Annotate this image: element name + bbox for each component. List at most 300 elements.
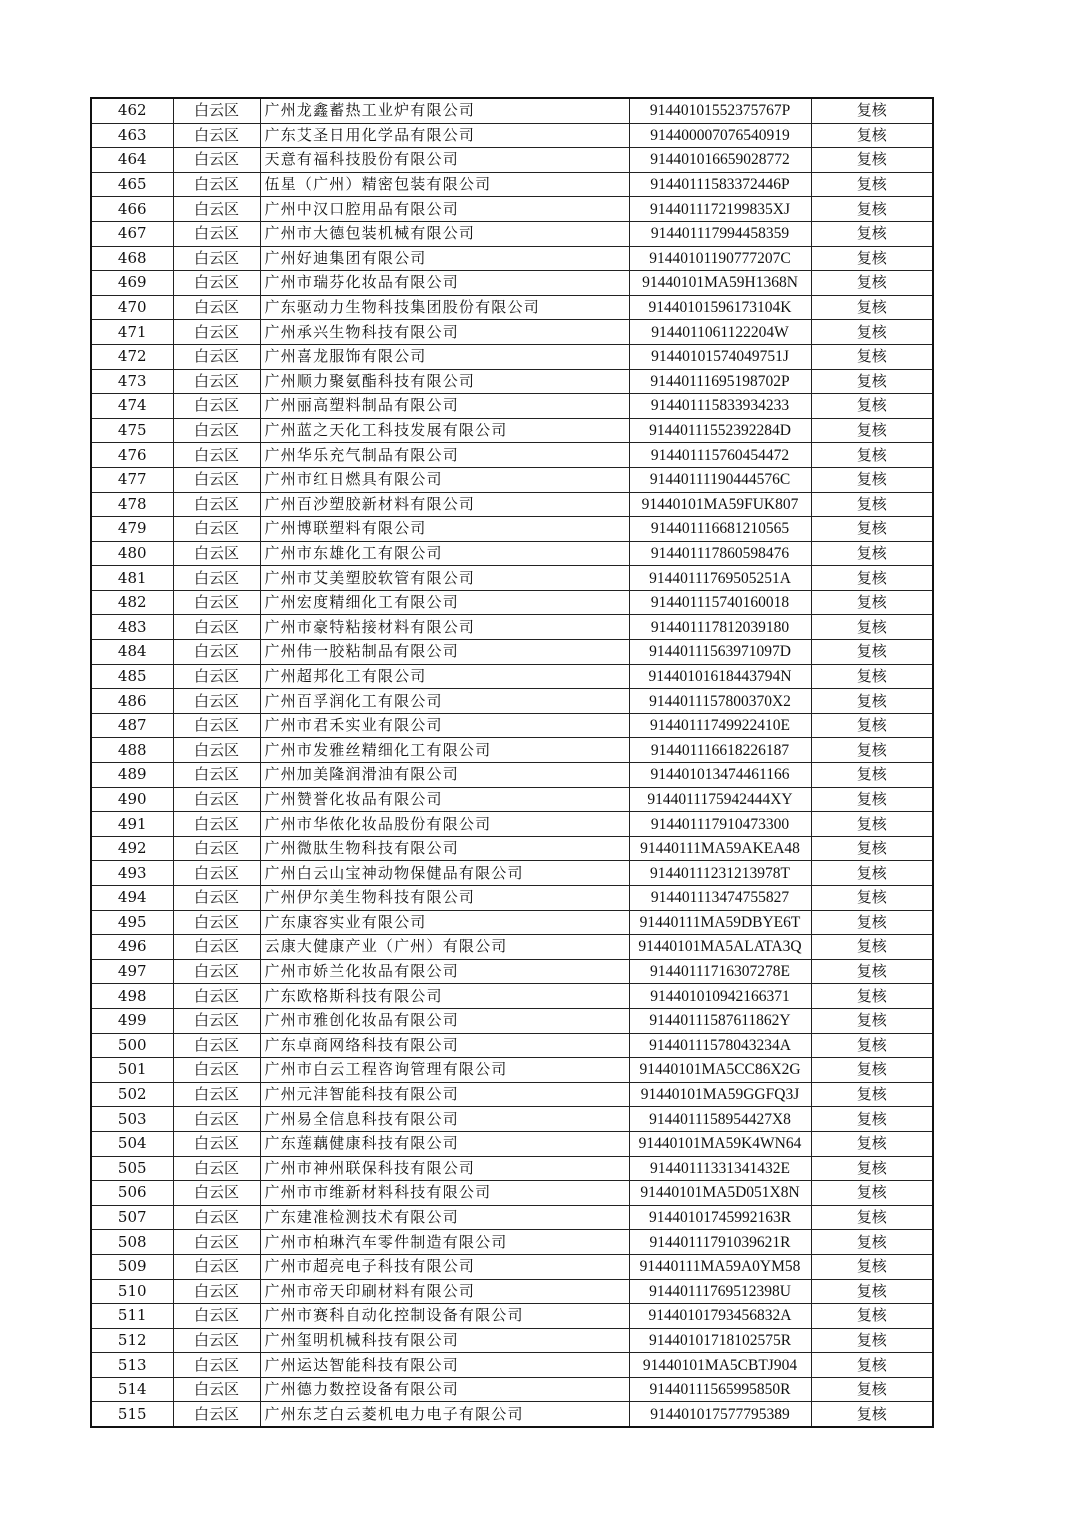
district-cell: 白云区: [173, 664, 260, 689]
company-name-cell: 广东建准检测技术有限公司: [260, 1205, 629, 1230]
row-number-cell: 515: [91, 1402, 173, 1427]
status-cell: 复核: [811, 1254, 933, 1279]
row-number-cell: 481: [91, 566, 173, 591]
status-cell: 复核: [811, 664, 933, 689]
company-name-cell: 伍星（广州）精密包装有限公司: [260, 172, 629, 197]
row-number-cell: 505: [91, 1156, 173, 1181]
status-cell: 复核: [811, 98, 933, 123]
district-cell: 白云区: [173, 1304, 260, 1329]
credit-code-cell: 91440111MA59AKEA48: [629, 836, 811, 861]
status-cell: 复核: [811, 959, 933, 984]
credit-code-cell: 914401115740160018: [629, 590, 811, 615]
credit-code-cell: 91440101MA59GGFQ3J: [629, 1082, 811, 1107]
row-number-cell: 491: [91, 812, 173, 837]
company-name-cell: 广州市雅创化妆品有限公司: [260, 1008, 629, 1033]
status-cell: 复核: [811, 935, 933, 960]
company-name-cell: 广州白云山宝神动物保健品有限公司: [260, 861, 629, 886]
district-cell: 白云区: [173, 738, 260, 763]
credit-code-cell: 91440111578043234A: [629, 1033, 811, 1058]
credit-code-cell: 9144011172199835XJ: [629, 197, 811, 222]
row-number-cell: 474: [91, 394, 173, 419]
company-name-cell: 广州中汉口腔用品有限公司: [260, 197, 629, 222]
company-name-cell: 广州百沙塑胶新材料有限公司: [260, 492, 629, 517]
district-cell: 白云区: [173, 640, 260, 665]
district-cell: 白云区: [173, 517, 260, 542]
row-number-cell: 489: [91, 763, 173, 788]
status-cell: 复核: [811, 910, 933, 935]
row-number-cell: 478: [91, 492, 173, 517]
table-row: [91, 1181, 933, 1206]
company-name-cell: 广州加美隆润滑油有限公司: [260, 763, 629, 788]
table-row: [91, 1058, 933, 1083]
row-number-cell: 487: [91, 713, 173, 738]
table-row: [91, 344, 933, 369]
district-cell: 白云区: [173, 295, 260, 320]
company-name-cell: 广州伊尔美生物科技有限公司: [260, 886, 629, 911]
company-name-cell: 广州市市维新材料科技有限公司: [260, 1181, 629, 1206]
district-cell: 白云区: [173, 1279, 260, 1304]
status-cell: 复核: [811, 763, 933, 788]
status-cell: 复核: [811, 418, 933, 443]
company-name-cell: 广州博联塑料有限公司: [260, 517, 629, 542]
district-cell: 白云区: [173, 590, 260, 615]
status-cell: 复核: [811, 1131, 933, 1156]
credit-code-cell: 91440111563971097D: [629, 640, 811, 665]
district-cell: 白云区: [173, 1205, 260, 1230]
row-number-cell: 506: [91, 1181, 173, 1206]
credit-code-cell: 91440101MA5CC86X2G: [629, 1058, 811, 1083]
table-row: [91, 1328, 933, 1353]
table-row: [91, 320, 933, 345]
status-cell: 复核: [811, 197, 933, 222]
district-cell: 白云区: [173, 123, 260, 148]
table-row: [91, 1230, 933, 1255]
status-cell: 复核: [811, 1402, 933, 1427]
credit-code-cell: 91440101745992163R: [629, 1205, 811, 1230]
company-name-cell: 广州顺力聚氨酯科技有限公司: [260, 369, 629, 394]
district-cell: 白云区: [173, 467, 260, 492]
credit-code-cell: 91440101718102575R: [629, 1328, 811, 1353]
company-name-cell: 广东莲藕健康科技有限公司: [260, 1131, 629, 1156]
status-cell: 复核: [811, 1181, 933, 1206]
status-cell: 复核: [811, 369, 933, 394]
status-cell: 复核: [811, 738, 933, 763]
status-cell: 复核: [811, 886, 933, 911]
district-cell: 白云区: [173, 369, 260, 394]
company-name-cell: 广州玺明机械科技有限公司: [260, 1328, 629, 1353]
credit-code-cell: 91440111769512398U: [629, 1279, 811, 1304]
status-cell: 复核: [811, 148, 933, 173]
district-cell: 白云区: [173, 320, 260, 345]
district-cell: 白云区: [173, 1181, 260, 1206]
row-number-cell: 509: [91, 1254, 173, 1279]
credit-code-cell: 91440111231213978T: [629, 861, 811, 886]
table-row: [91, 910, 933, 935]
credit-code-cell: 91440101MA59K4WN64: [629, 1131, 811, 1156]
status-cell: 复核: [811, 1353, 933, 1378]
credit-code-cell: 914401116618226187: [629, 738, 811, 763]
row-number-cell: 464: [91, 148, 173, 173]
table-row: [91, 886, 933, 911]
table-row: [91, 1131, 933, 1156]
row-number-cell: 513: [91, 1353, 173, 1378]
table-row: [91, 984, 933, 1009]
company-name-cell: 广州易全信息科技有限公司: [260, 1107, 629, 1132]
district-cell: 白云区: [173, 566, 260, 591]
status-cell: 复核: [811, 1082, 933, 1107]
table-row: [91, 738, 933, 763]
table-row: [91, 1008, 933, 1033]
company-name-cell: 广州市红日燃具有限公司: [260, 467, 629, 492]
company-name-cell: 广州丽高塑料制品有限公司: [260, 394, 629, 419]
company-name-cell: 云康大健康产业（广州）有限公司: [260, 935, 629, 960]
row-number-cell: 492: [91, 836, 173, 861]
company-name-cell: 天意有福科技股份有限公司: [260, 148, 629, 173]
row-number-cell: 482: [91, 590, 173, 615]
district-cell: 白云区: [173, 1328, 260, 1353]
credit-code-cell: 91440111331341432E: [629, 1156, 811, 1181]
status-cell: 复核: [811, 861, 933, 886]
row-number-cell: 495: [91, 910, 173, 935]
company-name-cell: 广州宏度精细化工有限公司: [260, 590, 629, 615]
table-row: [91, 1353, 933, 1378]
row-number-cell: 472: [91, 344, 173, 369]
credit-code-cell: 9144011061122204W: [629, 320, 811, 345]
district-cell: 白云区: [173, 492, 260, 517]
row-number-cell: 486: [91, 689, 173, 714]
company-name-cell: 广州喜龙服饰有限公司: [260, 344, 629, 369]
row-number-cell: 476: [91, 443, 173, 468]
row-number-cell: 508: [91, 1230, 173, 1255]
company-name-cell: 广州市华侬化妆品股份有限公司: [260, 812, 629, 837]
district-cell: 白云区: [173, 910, 260, 935]
status-cell: 复核: [811, 590, 933, 615]
district-cell: 白云区: [173, 1377, 260, 1402]
status-cell: 复核: [811, 541, 933, 566]
district-cell: 白云区: [173, 148, 260, 173]
district-cell: 白云区: [173, 221, 260, 246]
credit-code-cell: 91440111769505251A: [629, 566, 811, 591]
table-row: [91, 1254, 933, 1279]
district-cell: 白云区: [173, 172, 260, 197]
status-cell: 复核: [811, 123, 933, 148]
company-name-cell: 广州东芝白云菱机电力电子有限公司: [260, 1402, 629, 1427]
credit-code-cell: 914400007076540919: [629, 123, 811, 148]
credit-code-cell: 91440111552392284D: [629, 418, 811, 443]
row-number-cell: 493: [91, 861, 173, 886]
company-name-cell: 广州市大德包装机械有限公司: [260, 221, 629, 246]
row-number-cell: 465: [91, 172, 173, 197]
status-cell: 复核: [811, 320, 933, 345]
company-name-cell: 广州微肽生物科技有限公司: [260, 836, 629, 861]
row-number-cell: 497: [91, 959, 173, 984]
company-name-cell: 广东欧格斯科技有限公司: [260, 984, 629, 1009]
credit-code-cell: 91440111565995850R: [629, 1377, 811, 1402]
district-cell: 白云区: [173, 1082, 260, 1107]
company-name-cell: 广州市娇兰化妆品有限公司: [260, 959, 629, 984]
status-cell: 复核: [811, 344, 933, 369]
table-row: [91, 123, 933, 148]
row-number-cell: 507: [91, 1205, 173, 1230]
status-cell: 复核: [811, 517, 933, 542]
company-name-cell: 广州赞誉化妆品有限公司: [260, 787, 629, 812]
status-cell: 复核: [811, 394, 933, 419]
table-row: [91, 467, 933, 492]
row-number-cell: 499: [91, 1008, 173, 1033]
company-name-cell: 广州蓝之天化工科技发展有限公司: [260, 418, 629, 443]
row-number-cell: 498: [91, 984, 173, 1009]
table-row: [91, 492, 933, 517]
credit-code-cell: 914401117860598476: [629, 541, 811, 566]
credit-code-cell: 91440101618443794N: [629, 664, 811, 689]
district-cell: 白云区: [173, 344, 260, 369]
credit-code-cell: 91440111695198702P: [629, 369, 811, 394]
status-cell: 复核: [811, 1058, 933, 1083]
row-number-cell: 483: [91, 615, 173, 640]
credit-code-cell: 91440111587611862Y: [629, 1008, 811, 1033]
credit-code-cell: 91440101MA5CBTJ904: [629, 1353, 811, 1378]
status-cell: 复核: [811, 812, 933, 837]
district-cell: 白云区: [173, 1008, 260, 1033]
table-row: [91, 443, 933, 468]
district-cell: 白云区: [173, 246, 260, 271]
table-row: [91, 713, 933, 738]
credit-code-cell: 91440111MA59DBYE6T: [629, 910, 811, 935]
status-cell: 复核: [811, 689, 933, 714]
table-row: [91, 221, 933, 246]
district-cell: 白云区: [173, 1353, 260, 1378]
table-row: [91, 689, 933, 714]
status-cell: 复核: [811, 640, 933, 665]
credit-code-cell: 91440101MA5ALATA3Q: [629, 935, 811, 960]
company-name-cell: 广州超邦化工有限公司: [260, 664, 629, 689]
status-cell: 复核: [811, 1230, 933, 1255]
table-row: [91, 590, 933, 615]
status-cell: 复核: [811, 787, 933, 812]
table-row: [91, 935, 933, 960]
credit-code-cell: 91440111716307278E: [629, 959, 811, 984]
table-row: [91, 1156, 933, 1181]
row-number-cell: 467: [91, 221, 173, 246]
credit-code-cell: 914401115760454472: [629, 443, 811, 468]
row-number-cell: 490: [91, 787, 173, 812]
credit-code-cell: 91440101793456832A: [629, 1304, 811, 1329]
status-cell: 复核: [811, 295, 933, 320]
row-number-cell: 477: [91, 467, 173, 492]
table-row: [91, 148, 933, 173]
credit-code-cell: 91440101MA59H1368N: [629, 271, 811, 296]
district-cell: 白云区: [173, 861, 260, 886]
district-cell: 白云区: [173, 615, 260, 640]
district-cell: 白云区: [173, 1230, 260, 1255]
table-row: [91, 640, 933, 665]
company-name-cell: 广州百孚润化工有限公司: [260, 689, 629, 714]
district-cell: 白云区: [173, 787, 260, 812]
company-name-cell: 广州华乐充气制品有限公司: [260, 443, 629, 468]
district-cell: 白云区: [173, 418, 260, 443]
credit-code-cell: 9144011175942444XY: [629, 787, 811, 812]
table-row: [91, 836, 933, 861]
row-number-cell: 502: [91, 1082, 173, 1107]
district-cell: 白云区: [173, 713, 260, 738]
row-number-cell: 496: [91, 935, 173, 960]
table-row: [91, 787, 933, 812]
credit-code-cell: 9144011158954427X8: [629, 1107, 811, 1132]
company-name-cell: 广州运达智能科技有限公司: [260, 1353, 629, 1378]
table-row: [91, 271, 933, 296]
credit-code-cell: 91440111791039621R: [629, 1230, 811, 1255]
credit-code-cell: 91440111MA59A0YM58: [629, 1254, 811, 1279]
company-name-cell: 广州市东雄化工有限公司: [260, 541, 629, 566]
credit-code-cell: 914401117910473300: [629, 812, 811, 837]
table-row: [91, 664, 933, 689]
district-cell: 白云区: [173, 959, 260, 984]
company-name-cell: 广东卓商网络科技有限公司: [260, 1033, 629, 1058]
credit-code-cell: 91440101MA59FUK807: [629, 492, 811, 517]
company-name-cell: 广州德力数控设备有限公司: [260, 1377, 629, 1402]
company-name-cell: 广州市神州联保科技有限公司: [260, 1156, 629, 1181]
company-name-cell: 广州市赛科自动化控制设备有限公司: [260, 1304, 629, 1329]
table-row: [91, 1205, 933, 1230]
enterprise-list-table: [90, 97, 934, 1428]
credit-code-cell: 914401017577795389: [629, 1402, 811, 1427]
row-number-cell: 501: [91, 1058, 173, 1083]
table-body: [91, 98, 933, 1427]
status-cell: 复核: [811, 713, 933, 738]
status-cell: 复核: [811, 1377, 933, 1402]
company-name-cell: 广州市超亮电子科技有限公司: [260, 1254, 629, 1279]
credit-code-cell: 914401113474755827: [629, 886, 811, 911]
company-name-cell: 广州元沣智能科技有限公司: [260, 1082, 629, 1107]
row-number-cell: 514: [91, 1377, 173, 1402]
table-row: [91, 295, 933, 320]
row-number-cell: 510: [91, 1279, 173, 1304]
table-row: [91, 566, 933, 591]
status-cell: 复核: [811, 1033, 933, 1058]
row-number-cell: 462: [91, 98, 173, 123]
row-number-cell: 466: [91, 197, 173, 222]
credit-code-cell: 91440101574049751J: [629, 344, 811, 369]
company-name-cell: 广州市柏琳汽车零件制造有限公司: [260, 1230, 629, 1255]
status-cell: 复核: [811, 1156, 933, 1181]
row-number-cell: 469: [91, 271, 173, 296]
credit-code-cell: 914401016659028772: [629, 148, 811, 173]
company-name-cell: 广州好迪集团有限公司: [260, 246, 629, 271]
district-cell: 白云区: [173, 1058, 260, 1083]
company-name-cell: 广州市发雅丝精细化工有限公司: [260, 738, 629, 763]
status-cell: 复核: [811, 566, 933, 591]
table-row: [91, 812, 933, 837]
credit-code-cell: 9144011157800370X2: [629, 689, 811, 714]
status-cell: 复核: [811, 172, 933, 197]
district-cell: 白云区: [173, 1131, 260, 1156]
status-cell: 复核: [811, 1008, 933, 1033]
row-number-cell: 511: [91, 1304, 173, 1329]
table-row: [91, 1304, 933, 1329]
status-cell: 复核: [811, 1205, 933, 1230]
table-row: [91, 1033, 933, 1058]
credit-code-cell: 914401117812039180: [629, 615, 811, 640]
table-row: [91, 197, 933, 222]
status-cell: 复核: [811, 271, 933, 296]
credit-code-cell: 914401010942166371: [629, 984, 811, 1009]
company-name-cell: 广州市艾美塑胶软管有限公司: [260, 566, 629, 591]
company-name-cell: 广州承兴生物科技有限公司: [260, 320, 629, 345]
status-cell: 复核: [811, 443, 933, 468]
credit-code-cell: 91440101190777207C: [629, 246, 811, 271]
district-cell: 白云区: [173, 1107, 260, 1132]
row-number-cell: 473: [91, 369, 173, 394]
table-row: [91, 1377, 933, 1402]
company-name-cell: 广东艾圣日用化学品有限公司: [260, 123, 629, 148]
district-cell: 白云区: [173, 984, 260, 1009]
credit-code-cell: 914401115833934233: [629, 394, 811, 419]
district-cell: 白云区: [173, 271, 260, 296]
row-number-cell: 500: [91, 1033, 173, 1058]
district-cell: 白云区: [173, 836, 260, 861]
row-number-cell: 512: [91, 1328, 173, 1353]
district-cell: 白云区: [173, 443, 260, 468]
company-name-cell: 广州市瑞芬化妆品有限公司: [260, 271, 629, 296]
credit-code-cell: 91440101552375767P: [629, 98, 811, 123]
credit-code-cell: 914401013474461166: [629, 763, 811, 788]
district-cell: 白云区: [173, 689, 260, 714]
district-cell: 白云区: [173, 541, 260, 566]
credit-code-cell: 91440111190444576C: [629, 467, 811, 492]
row-number-cell: 470: [91, 295, 173, 320]
table-row: [91, 541, 933, 566]
company-name-cell: 广东驱动力生物科技集团股份有限公司: [260, 295, 629, 320]
credit-code-cell: 91440101596173104K: [629, 295, 811, 320]
table-row: [91, 1107, 933, 1132]
district-cell: 白云区: [173, 98, 260, 123]
row-number-cell: 494: [91, 886, 173, 911]
credit-code-cell: 91440111583372446P: [629, 172, 811, 197]
status-cell: 复核: [811, 984, 933, 1009]
table-row: [91, 394, 933, 419]
district-cell: 白云区: [173, 1156, 260, 1181]
district-cell: 白云区: [173, 1254, 260, 1279]
status-cell: 复核: [811, 221, 933, 246]
status-cell: 复核: [811, 1279, 933, 1304]
status-cell: 复核: [811, 836, 933, 861]
company-name-cell: 广州龙鑫蓄热工业炉有限公司: [260, 98, 629, 123]
table-row: [91, 1279, 933, 1304]
row-number-cell: 503: [91, 1107, 173, 1132]
district-cell: 白云区: [173, 1402, 260, 1427]
table-row: [91, 418, 933, 443]
table-row: [91, 98, 933, 123]
district-cell: 白云区: [173, 1033, 260, 1058]
status-cell: 复核: [811, 1304, 933, 1329]
row-number-cell: 488: [91, 738, 173, 763]
company-name-cell: 广州伟一胶粘制品有限公司: [260, 640, 629, 665]
table-row: [91, 959, 933, 984]
district-cell: 白云区: [173, 763, 260, 788]
row-number-cell: 463: [91, 123, 173, 148]
credit-code-cell: 914401116681210565: [629, 517, 811, 542]
table-row: [91, 1402, 933, 1427]
company-name-cell: 广州市帝天印刷材料有限公司: [260, 1279, 629, 1304]
district-cell: 白云区: [173, 197, 260, 222]
company-name-cell: 广州市君禾实业有限公司: [260, 713, 629, 738]
row-number-cell: 471: [91, 320, 173, 345]
row-number-cell: 484: [91, 640, 173, 665]
table-row: [91, 369, 933, 394]
status-cell: 复核: [811, 1107, 933, 1132]
district-cell: 白云区: [173, 394, 260, 419]
row-number-cell: 485: [91, 664, 173, 689]
